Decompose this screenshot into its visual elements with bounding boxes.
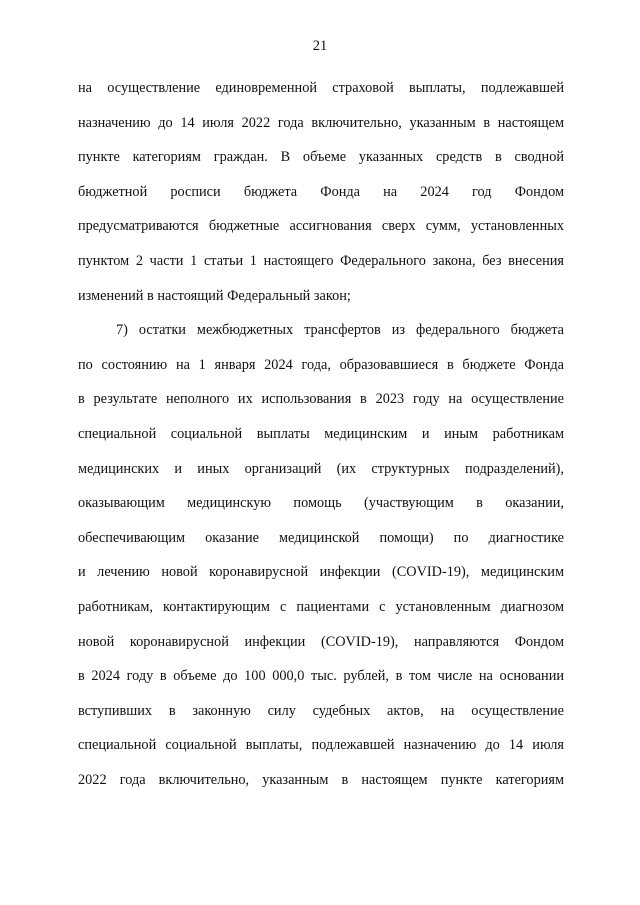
text-line: 2022 года включительно, указанным в настоящем пункте категориям xyxy=(78,771,564,788)
text-line: пункте категориям граждан. В объеме указанных средств в сводной xyxy=(78,149,564,166)
text-line: специальной социальной выплаты, подлежавшей назначению до 14 июля xyxy=(78,737,564,754)
text-line: вступивших в законную силу судебных актов, на осуществление xyxy=(78,702,564,719)
text-line: и лечению новой коронавирусной инфекции (COVID-19), медицинским xyxy=(78,564,564,581)
text-line: медицинских и иных организаций (их структурных подразделений), xyxy=(78,460,564,477)
paragraph-start-line: 7) остатки межбюджетных трансфертов из федерального бюджета xyxy=(116,322,564,339)
text-line: назначению до 14 июля 2022 года включительно, указанным в настоящем xyxy=(78,114,564,131)
text-line: в результате неполного их использования в 2023 году на осуществление xyxy=(78,391,564,408)
text-line: оказывающим медицинскую помощь (участвующим в оказании, xyxy=(78,495,564,512)
text-line: на осуществление единовременной страховой выплаты, подлежавшей xyxy=(78,80,564,96)
text-line: работникам, контактирующим с пациентами с установленным диагнозом xyxy=(78,598,564,615)
page-number: 21 xyxy=(312,38,328,54)
text-line: обеспечивающим оказание медицинской помощи) по диагностике xyxy=(78,529,564,546)
body-text xyxy=(78,71,564,797)
text-line: по состоянию на 1 января 2024 года, образовавшиеся в бюджете Фонда xyxy=(78,356,564,373)
text-line: предусматриваются бюджетные ассигнования сверх сумм, установленных xyxy=(78,218,564,235)
text-line: пунктом 2 части 1 статьи 1 настоящего Федерального закона, без внесения xyxy=(78,252,564,269)
text-line: новой коронавирусной инфекции (COVID-19), направляются Фондом xyxy=(78,633,564,650)
text-line: специальной социальной выплаты медицинским и иным работникам xyxy=(78,425,564,442)
text-line: изменений в настоящий Федеральный закон; xyxy=(78,287,351,304)
text-line: в 2024 году в объеме до 100 000,0 тыс. рублей, в том числе на основании xyxy=(78,668,564,685)
text-line: бюджетной росписи бюджета Фонда на 2024 год Фондом xyxy=(78,183,564,200)
